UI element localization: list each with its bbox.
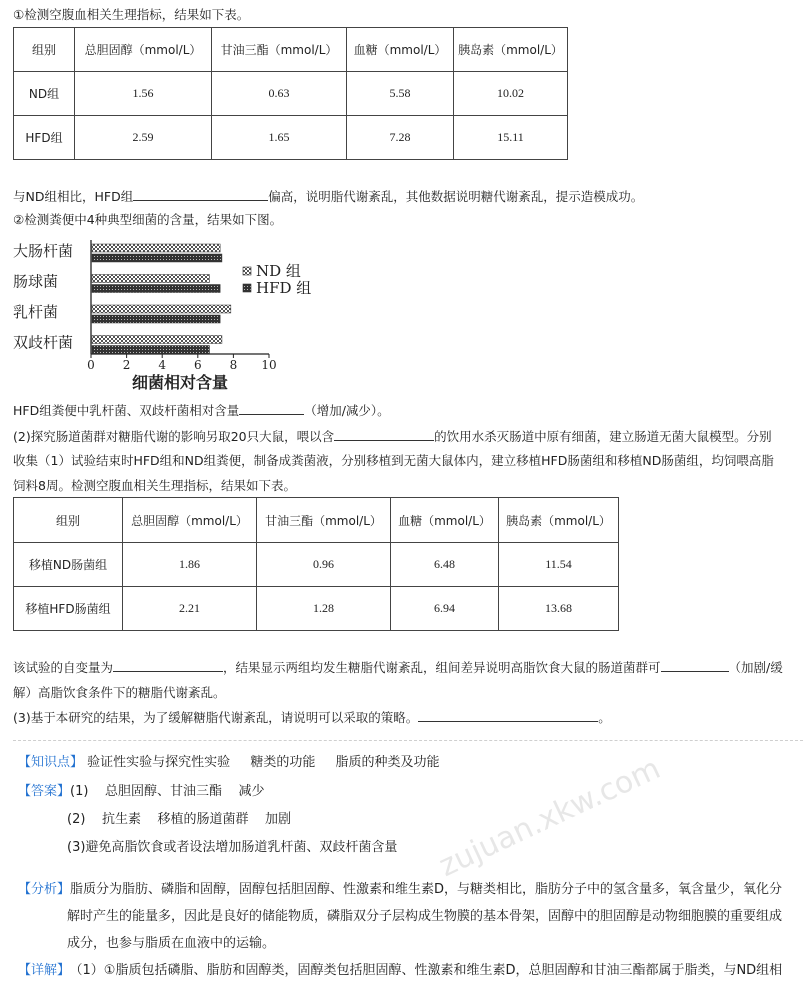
bar [92,244,220,252]
table-cell: 6.48 [391,543,499,587]
detail-tag: 【详解】 [18,963,71,978]
table-cell: 15.11 [454,116,568,160]
q3-question [13,709,611,727]
analysis-text: 脂质分为脂肪、磷脂和固醇，固醇包括胆固醇、性激素和维生素D，与糖类相比，脂肪分子中的氢含量多，氧含量少，氧化分 [70,882,783,897]
table-cell: 1.65 [212,116,347,160]
table-header-row [14,28,568,72]
detail-line1 [18,962,782,980]
x-axis-label: 细菌相对含量 [131,373,229,392]
table-row [14,543,619,587]
analysis-line3: 成分，也参与脂质在血液中的运输。 [67,936,276,951]
q1-chart-conclusion-a: HFD组粪便中乳杆菌、双歧杆菌相对含量 [13,403,240,418]
legend-swatch [243,284,251,292]
table-cell: 2.21 [123,587,257,631]
table-header-cell: 总胆固醇（mmol/L） [75,28,212,72]
table-header-cell: 甘油三酯（mmol/L） [212,28,347,72]
analysis-line2: 解时产生的能量多，因此是良好的储能物质，磷脂双分子层构成生物膜的基本骨架，固醇中的胆固醇是动物细胞膜的重要组成 [67,909,783,924]
q2-line1-a: (2)探究肠道菌群对糖脂代谢的影响另取20只大鼠，喂以含 [13,429,335,444]
q2-conclusion-a: 该试验的自变量为 [13,660,114,675]
q3-question-b: 。 [598,710,611,725]
bar [92,305,231,313]
x-tick-label: 10 [261,358,277,372]
category-label: 大肠杆菌 [13,242,74,260]
table-header-cell: 组别 [14,498,123,543]
q2-line1-b: 的饮用水杀灭肠道中原有细菌，建立肠道无菌大鼠模型。分别 [434,429,772,444]
x-tick-label: 4 [158,358,167,372]
q2-conclusion-c: （加剧/缓 [728,660,783,675]
legend-label: ND 组 [256,262,301,280]
table-cell: 13.68 [499,587,619,631]
table-cell: 0.96 [257,543,391,587]
table-cell: 1.56 [75,72,212,116]
analysis-line1 [18,881,782,899]
bacteria-bar-chart [13,232,323,397]
table-header-cell: 血糖（mmol/L） [391,498,499,543]
x-tick-label: 0 [87,358,95,372]
table-header-row [14,498,619,543]
answer-tag: 【答案】 [18,784,71,799]
table-row [14,587,619,631]
table-header-cell: 血糖（mmol/L） [347,28,454,72]
table-cell: HFD组 [14,116,75,160]
table-cell: 2.59 [75,116,212,160]
category-label: 双歧杆菌 [13,333,74,352]
answer-blank[interactable] [113,659,223,672]
answer-line1 [18,783,265,801]
answer-blank[interactable] [133,188,268,201]
table-cell: 5.58 [347,72,454,116]
q1-intro: ①检测空腹血相关生理指标，结果如下表。 [13,7,250,22]
table-row [14,72,568,116]
q2-line3: 饲料8周。检测空腹血相关生理指标，结果如下表。 [13,478,296,493]
answer-line2: (2) 抗生素 移植的肠道菌群 加剧 [67,812,292,827]
detail-text: （1）①脂质包括磷脂、脂肪和固醇类，固醇类包括胆固醇、性激素和维生素D，总胆固醇和甘油三酯都属于脂类，与ND组相 [76,963,783,978]
legend-swatch [243,267,251,275]
answer-line3: (3)避免高脂饮食或者设法增加肠道乳杆菌、双歧杆菌含量 [67,840,398,855]
table-header-cell: 组别 [14,28,75,72]
q1-chart-intro: ②检测粪便中4种典型细菌的含量，结果如下图。 [13,212,283,227]
bar [92,285,220,293]
legend-label: HFD 组 [256,279,312,297]
q2-line2: 收集（1）试验结束时HFD组和ND组粪便，制备成粪菌液，分别移植到无菌大鼠体内，建立移植HFD肠菌组和移植ND肠菌组，均饲喂高脂 [13,453,774,468]
table-header-cell: 总胆固醇（mmol/L） [123,498,257,543]
table-cell: 1.86 [123,543,257,587]
answer-blank[interactable] [661,659,729,672]
knowledge-tag: 【知识点】 [18,755,84,770]
table-header-cell: 甘油三酯（mmol/L） [257,498,391,543]
q2-line1 [13,428,772,446]
answer-blank[interactable] [239,402,304,415]
answer-blank[interactable] [418,709,598,722]
table-cell: 移植HFD肠菌组 [14,587,123,631]
q2-conclusion-line2: 解）高脂饮食条件下的糖脂代谢紊乱。 [13,685,226,700]
q2-conclusion-b: ，结果显示两组均发生糖脂代谢紊乱，组间差异说明高脂饮食大鼠的肠道菌群可 [223,660,661,675]
knowledge-item: 验证性实验与探究性实验 [87,755,231,770]
knowledge-points [18,754,439,772]
knowledge-item: 脂质的种类及功能 [335,755,440,770]
table-row [14,116,568,160]
divider [13,740,803,741]
table-cell: 11.54 [499,543,619,587]
q1-sentence-b: 偏高，说明脂代谢紊乱，其他数据说明糖代谢紊乱，提示造模成功。 [268,189,644,204]
table-cell: 1.28 [257,587,391,631]
answer-text: (1) 总胆固醇、甘油三酯 减少 [70,784,265,799]
table-cell: 0.63 [212,72,347,116]
watermark: zujuan.xkw.com [433,751,666,884]
analysis-tag: 【分析】 [18,882,71,897]
category-label: 肠球菌 [13,272,59,291]
bar [92,275,209,283]
table-cell: 10.02 [454,72,568,116]
table-q2 [13,497,619,631]
bar [92,254,222,262]
x-tick-label: 8 [229,358,238,372]
q1-sentence [13,188,643,206]
bar [92,346,209,354]
table-q1 [13,27,568,160]
bar [92,315,220,323]
q1-sentence-a: 与ND组相比，HFD组 [13,189,134,204]
answer-blank[interactable] [334,428,434,441]
q2-conclusion-line1 [13,659,783,677]
q1-chart-conclusion [13,402,390,420]
table-cell: 7.28 [347,116,454,160]
table-cell: ND组 [14,72,75,116]
table-cell: 6.94 [391,587,499,631]
category-label: 乳杆菌 [13,303,59,321]
table-cell: 移植ND肠菌组 [14,543,123,587]
q1-chart-conclusion-b: （增加/减少）。 [304,403,390,418]
table-header-cell: 胰岛素（mmol/L） [499,498,619,543]
q3-question-a: (3)基于本研究的结果，为了缓解糖脂代谢紊乱，请说明可以采取的策略。 [13,710,419,725]
knowledge-item: 糖类的功能 [250,755,316,770]
x-tick-label: 2 [122,358,131,372]
bar [92,336,222,344]
x-tick-label: 6 [193,358,202,372]
table-header-cell: 胰岛素（mmol/L） [454,28,568,72]
